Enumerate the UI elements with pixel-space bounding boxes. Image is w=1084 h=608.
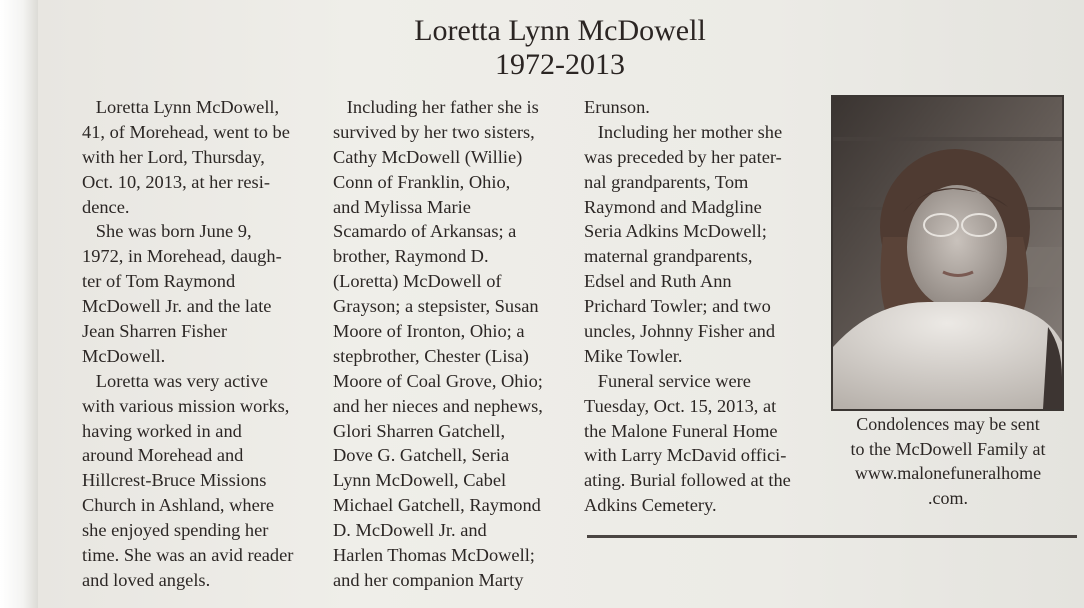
text-line: Glori Sharren Gatchell,: [333, 420, 506, 441]
text-line: McDowell.: [82, 345, 166, 366]
text-line: Dove G. Gatchell, Seria: [333, 445, 510, 466]
text-line: the Malone Funeral Home: [584, 420, 778, 441]
text-line: survived by her two sisters,: [333, 121, 535, 142]
text-line: (Loretta) McDowell of: [333, 271, 502, 292]
text-line: and her companion Marty: [333, 569, 524, 590]
text-line: Including her father she is: [333, 97, 539, 117]
text-line: D. McDowell Jr. and: [333, 520, 487, 541]
text-line: Moore of Ironton, Ohio; a: [333, 321, 525, 342]
text-line: Erunson.: [584, 97, 650, 117]
text-line: Edsel and Ruth Ann: [584, 271, 732, 292]
text-line: Raymond and Madgline: [584, 196, 762, 217]
text-line: Loretta was very active: [82, 370, 268, 391]
text-line: Adkins Cemetery.: [584, 495, 717, 516]
obituary-column-1: [82, 95, 322, 593]
text-line: she enjoyed spending her: [82, 520, 269, 541]
text-line: having worked in and: [82, 420, 242, 441]
text-line: Seria Adkins McDowell;: [584, 221, 767, 242]
text-line: brother, Raymond D.: [333, 246, 489, 267]
text-line: Moore of Coal Grove, Ohio;: [333, 370, 543, 391]
text-line: ating. Burial followed at the: [584, 470, 791, 491]
text-line: Cathy McDowell (Willie): [333, 146, 523, 167]
text-line: Tuesday, Oct. 15, 2013, at: [584, 395, 777, 416]
text-line: Prichard Towler; and two: [584, 296, 771, 317]
obituary-header: [360, 14, 760, 82]
text-line: Jean Sharren Fisher: [82, 321, 228, 342]
obituary-column-2: [333, 95, 573, 593]
text-line: time. She was an avid reader: [82, 545, 294, 566]
text-line: was preceded by her pater-: [584, 146, 782, 167]
text-line: 1972, in Morehead, daugh-: [82, 246, 282, 267]
text-line: Church in Ashland, where: [82, 495, 275, 516]
text-line: Grayson; a stepsister, Susan: [333, 296, 539, 317]
text-line: with Larry McDavid offici-: [584, 445, 787, 466]
text-line: Loretta Lynn McDowell,: [82, 97, 280, 117]
text-line: ter of Tom Raymond: [82, 271, 236, 292]
text-line: nal grandparents, Tom: [584, 171, 749, 192]
obituary-years: 1972-2013: [495, 48, 625, 81]
text-line: and Mylissa Marie: [333, 196, 471, 217]
portrait-photo: [831, 95, 1064, 411]
column-divider-rule: [587, 535, 1077, 538]
text-line: uncles, Johnny Fisher and: [584, 321, 776, 342]
text-line: She was born June 9,: [82, 221, 252, 242]
text-line: and her nieces and nephews,: [333, 395, 543, 416]
text-line: Oct. 10, 2013, at her resi-: [82, 171, 270, 192]
text-line: Mike Towler.: [584, 345, 683, 366]
text-line: stepbrother, Chester (Lisa): [333, 345, 529, 366]
show-through-text-right: [830, 0, 1070, 74]
text-line: Lynn McDowell, Cabel: [333, 470, 507, 491]
text-line: maternal grandparents,: [584, 246, 753, 267]
text-line: Conn of Franklin, Ohio,: [333, 171, 511, 192]
text-line: Including her mother she: [584, 121, 783, 142]
text-line: McDowell Jr. and the late: [82, 296, 272, 317]
text-line: Scamardo of Arkansas; a: [333, 221, 517, 242]
text-line: 41, of Morehead, went to be: [82, 121, 290, 142]
text-line: dence.: [82, 196, 130, 217]
text-line: Michael Gatchell, Raymond: [333, 495, 541, 516]
text-line: Harlen Thomas McDowell;: [333, 545, 535, 566]
obituary-column-3: [584, 95, 824, 518]
photo-caption: Condolences may be sent to the McDowell Family at www.malonefuneralhome .com.: [850, 414, 1046, 508]
portrait-image: [833, 97, 1062, 409]
text-line: with various mission works,: [82, 395, 290, 416]
text-line: Funeral service were: [584, 370, 751, 391]
obituary-name: Loretta Lynn McDowell: [414, 14, 706, 47]
text-line: with her Lord, Thursday,: [82, 146, 265, 167]
scan-margin: [0, 0, 38, 608]
text-line: Hillcrest-Bruce Missions: [82, 470, 267, 491]
text-line: and loved angels.: [82, 569, 211, 590]
text-line: around Morehead and: [82, 445, 244, 466]
